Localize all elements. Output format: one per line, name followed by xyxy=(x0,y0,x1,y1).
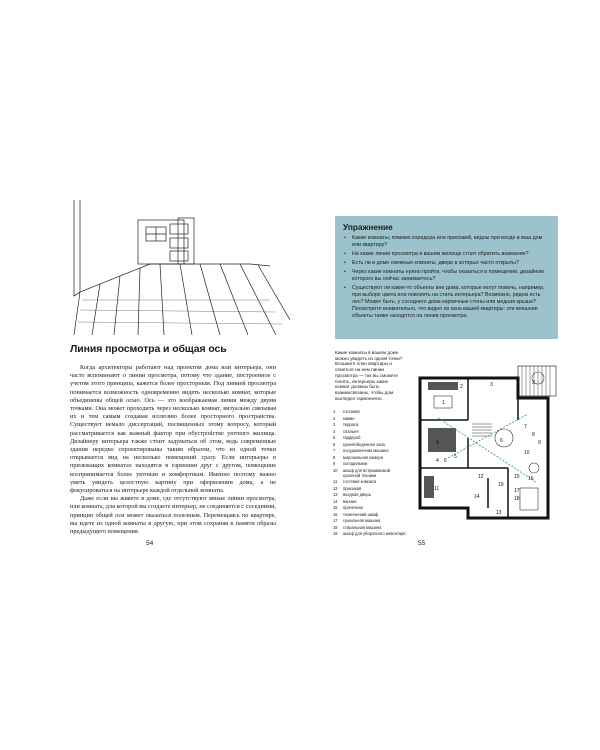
legend-item: 1 гостиная xyxy=(333,409,360,414)
legend-item: 5 гардероб xyxy=(333,435,361,440)
bullet-icon: • xyxy=(344,260,346,267)
plan-label: 11 xyxy=(434,486,440,492)
plan-label: 10 xyxy=(524,450,530,456)
legend-item: 7 посудомоечная машина xyxy=(333,448,389,453)
legend-item: 6 кухня/обеденная зона xyxy=(333,441,385,447)
plan-label: 3 xyxy=(532,380,535,386)
legend-item: 2 камин xyxy=(333,415,355,421)
paragraph: Даже если вы живете в доме, где отсутствуют явные линии просмотра, или комната, для которой вы создаете интерьер, не соединяется с соседними, принцип общей оси может оказаться полезным. Перемещаясь по квартире, вы идете из одной комнаты в другую, при этом сохраняя в памяти образы предыдущего помещения. xyxy=(70,495,276,536)
plan-intro-text: Какие комнаты в вашем доме можно увидеть из одной точки? Возьмите план квартиры и отметьте на нем линии просмотра — так вы сможете понять, интерьеры каких комнат должны быть взаимосвязаны, чтобы дом выглядел гармонично. xyxy=(335,350,403,401)
exercise-item: • Через какие комнаты нужно пройти, чтобы оказаться в помещении, дизайном которого вы сейчас занимаетесь? xyxy=(344,269,544,283)
legend-item: 12 прихожая xyxy=(333,485,362,491)
plan-label: 12 xyxy=(478,474,484,480)
plan-label: 4 xyxy=(436,458,439,464)
plan-label: 8 xyxy=(532,432,535,438)
plan-label: 16 xyxy=(528,476,534,482)
legend-item: 13 входная дверь xyxy=(333,492,371,498)
exercise-box xyxy=(335,216,558,339)
plan-label: 3 xyxy=(490,382,493,388)
body-text xyxy=(70,364,276,536)
exercise-title: Упражнение xyxy=(343,222,393,232)
legend-item: 17 сушильная машина xyxy=(333,518,381,524)
legend-item: 16 технический шкаф xyxy=(333,511,379,517)
legend-item: 14 ванная xyxy=(333,498,357,504)
plan-label: 15 xyxy=(514,474,520,480)
plan-legend xyxy=(333,409,408,538)
plan-label: 9 xyxy=(538,440,541,446)
plan-label: 18 xyxy=(514,496,520,502)
legend-item: 4 спальня xyxy=(333,428,359,434)
plan-label: 4 xyxy=(436,440,439,446)
paragraph: Когда архитекторы работают над проектом дома или интерьера, они часто вспоминают о линии просмотра, потому что здание, построенное с учетом этого принципа, кажется более просторным. Под линией просмотра понимается возможность одновременно видеть несколько комнат, которые объединены общей осью. Ось — это воображаемая линия между двумя точками. Она может проходить через несколько комнат, визуально связывая их и тем самым создавая иллюзию более просторного пространства. Существует немало диссертаций, посвященных этому вопросу, который рассматривается как важный фактор при обустройстве уютного жилища. Дизайнеру интерьера также стоит задуматься об этом, ведь современные здания нередко спроектированы таким образом, что из одной точки открывается вид на несколько помещений сразу. Если интерьеры в прилежащих комнатах находятся в гармонии друг с другом, помещение воспринимается более уютным и комфортным. Именно поэтому важно уметь увидеть целостную картину при оформлении дома, а не фокусироваться на интерьере каждой отдельной комнаты. xyxy=(70,364,276,495)
plan-label: 2 xyxy=(460,384,463,390)
right-page xyxy=(300,0,600,750)
legend-item: 9 холодильник xyxy=(333,461,368,466)
room-interior-illustration xyxy=(70,200,290,335)
page-number: 54 xyxy=(146,540,154,547)
bullet-icon: • xyxy=(344,285,346,292)
exercise-item: • Какие комнаты, помимо коридора или прихожей, видны при входе в ваш дом или квартиру? xyxy=(344,235,543,248)
plan-label: 13 xyxy=(496,510,502,516)
legend-item: 10 шкаф для встраиваемой кухонной техники xyxy=(333,467,391,478)
plan-label: 7 xyxy=(524,424,527,430)
floor-plan-drawing xyxy=(408,358,558,530)
plan-label: 19 xyxy=(498,482,504,488)
plan-label: 1 xyxy=(442,400,445,406)
exercise-item: • Есть ли в доме смежные комнаты, двери в которых часто открыты? xyxy=(344,260,519,267)
exercise-item: • Существуют ли какие-то объекты вне дома, которые могут помочь, например, при выборе цвета или повлиять на стиль интерьера? Возможно, рядом есть лес? Может быть, у соседнего дома кирпичные стены или медная крыша? Посмотрите внимательно, что видно из окна вашей квартиры: эти внешние объекты также находятся на линии просмотра. xyxy=(344,285,545,319)
legend-item: 3 терраса xyxy=(333,422,359,427)
legend-item: 8 морозильная камера xyxy=(333,454,383,460)
page-number: 55 xyxy=(418,540,426,547)
bullet-icon: • xyxy=(344,235,346,241)
plan-label: 17 xyxy=(514,488,520,494)
exercise-list xyxy=(343,235,552,319)
plan-label: 14 xyxy=(474,494,480,500)
bullet-icon: • xyxy=(344,250,346,257)
legend-item: 11 гостевая комната xyxy=(333,479,377,485)
plan-label: 5 xyxy=(454,454,457,460)
bullet-icon: • xyxy=(344,269,346,276)
legend-item: 19 шкаф для уборочного инвентаря xyxy=(333,531,406,537)
legend-item: 15 прачечная xyxy=(333,505,363,511)
plan-label: 5 xyxy=(444,458,447,464)
exercise-item: • На какие линии просмотра в вашем жилище стоит обратить внимание? xyxy=(344,250,529,257)
plan-label: 6 xyxy=(500,438,503,444)
section-heading: Линия просмотра и общая ось xyxy=(70,343,227,355)
legend-item: 18 стиральная машина xyxy=(333,524,382,530)
